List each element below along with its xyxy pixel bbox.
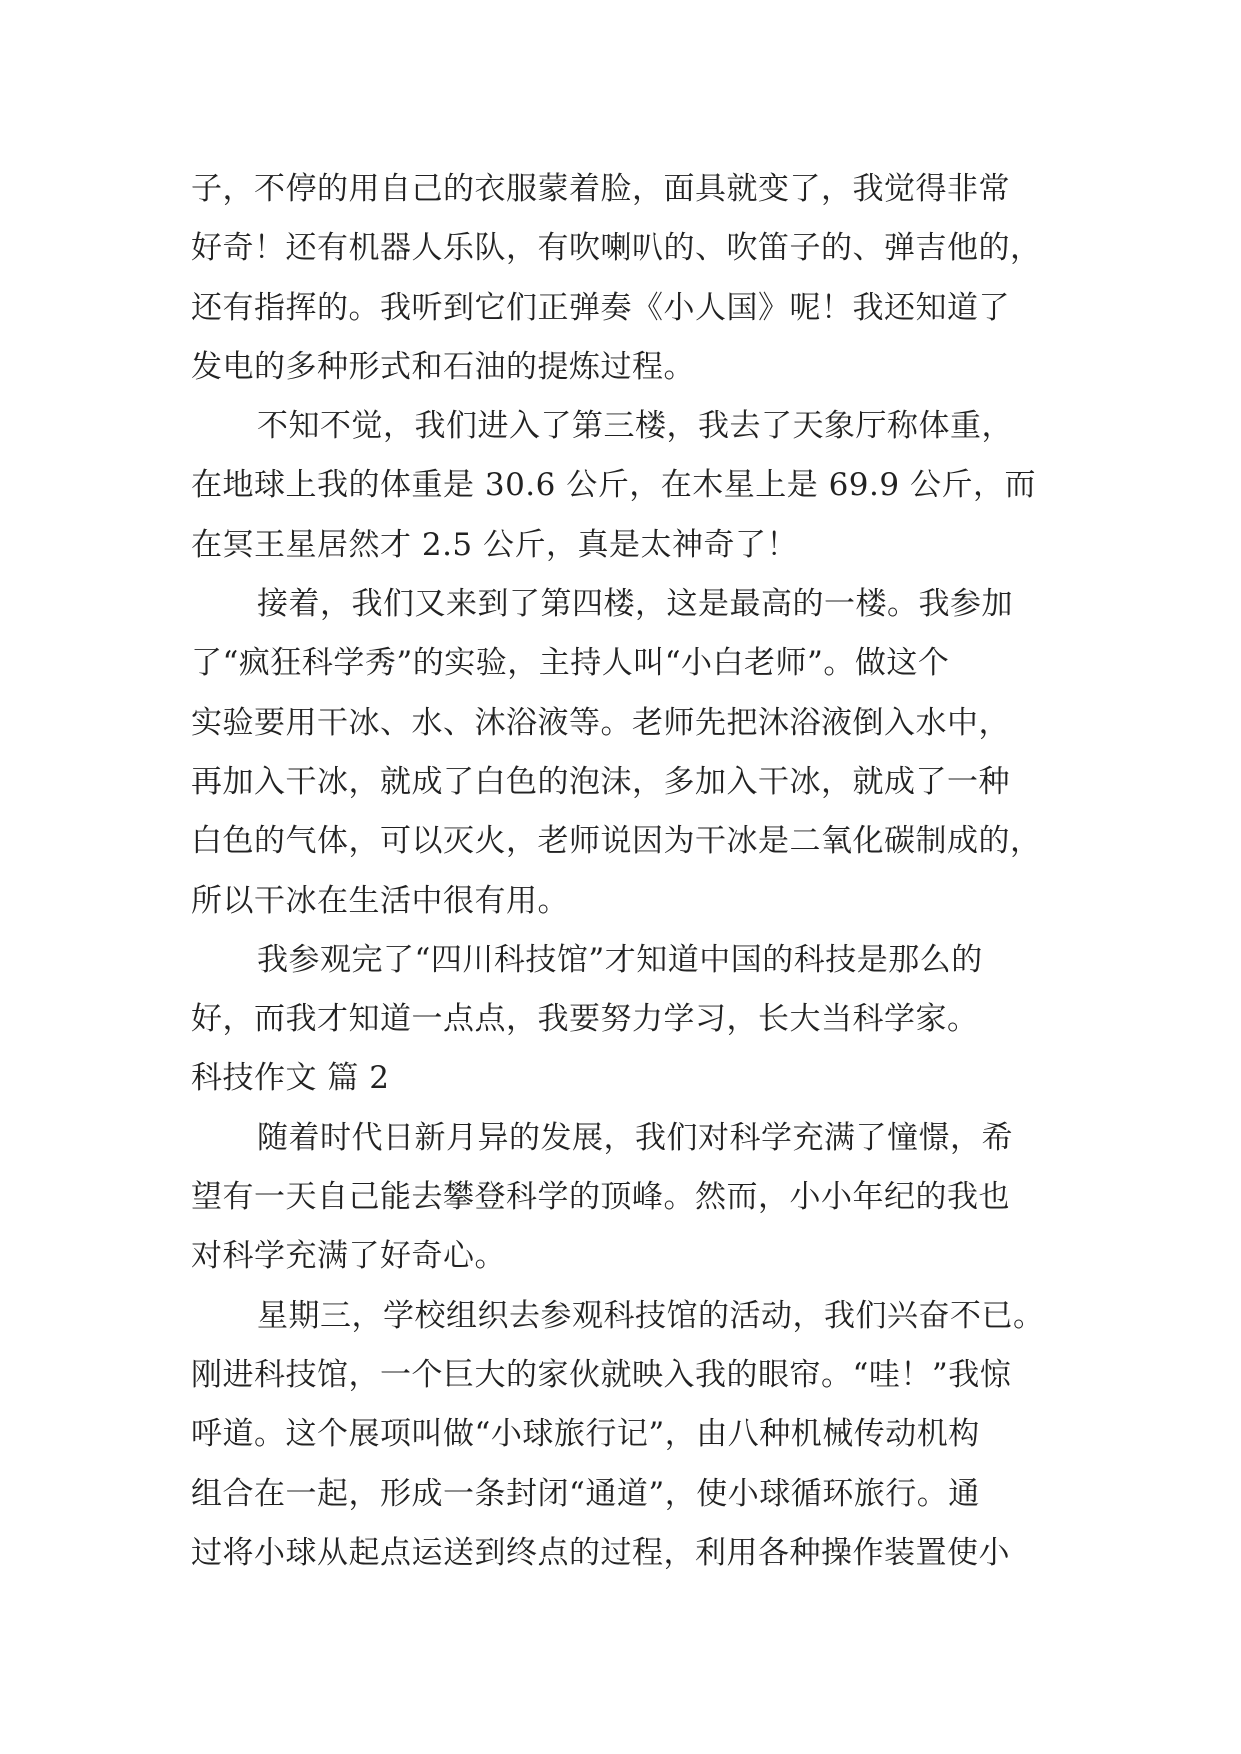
text-line: 刚进科技馆，一个巨大的家伙就映入我的眼帘。“哇！”我惊	[191, 1356, 1012, 1393]
text-line: 望有一天自己能去攀登科学的顶峰。然而，小小年纪的我也	[191, 1179, 1010, 1216]
text-line: 实验要用干冰、水、沐浴液等。老师先把沐浴液倒入水中，	[191, 704, 1010, 741]
text-line: 在地球上我的体重是 30.6 公斤，在木星上是 69.9 公斤，而	[191, 467, 1036, 504]
text-line: 组合在一起，形成一条封闭“通道”，使小球循环旅行。通	[191, 1475, 980, 1512]
document-body	[191, 160, 1061, 1583]
text-line: 发电的多种形式和石油的提炼过程。	[191, 348, 695, 385]
text-line: 对科学充满了好奇心。	[191, 1238, 506, 1275]
text-line: 好，而我才知道一点点，我要努力学习，长大当科学家。	[191, 1001, 979, 1038]
text-line: 所以干冰在生活中很有用。	[191, 882, 569, 919]
text-line: 我参观完了“四川科技馆”才知道中国的科技是那么的	[257, 941, 983, 978]
text-line: 过将小球从起点运送到终点的过程，利用各种操作装置使小	[191, 1534, 1010, 1571]
text-line: 在冥王星居然才 2.5 公斤，真是太神奇了！	[191, 526, 799, 563]
text-line: 接着，我们又来到了第四楼，这是最高的一楼。我参加	[257, 586, 1013, 623]
text-line: 随着时代日新月异的发展，我们对科学充满了憧憬，希	[257, 1119, 1013, 1156]
text-line: 子，不停的用自己的衣服蒙着脸，面具就变了，我觉得非常	[191, 171, 1010, 207]
text-line: 不知不觉，我们进入了第三楼，我去了天象厅称体重，	[257, 408, 1013, 445]
text-line: 白色的气体，可以灭火，老师说因为干冰是二氧化碳制成的，	[191, 823, 1042, 860]
text-line: 再加入干冰，就成了白色的泡沫，多加入干冰，就成了一种	[191, 763, 1010, 800]
text-line: 好奇！还有机器人乐队，有吹喇叭的、吹笛子的、弹吉他的，	[191, 230, 1042, 267]
text-line: 呼道。这个展项叫做“小球旅行记”，由八种机械传动机构	[191, 1416, 980, 1453]
text-line: 星期三，学校组织去参观科技馆的活动，我们兴奋不已。	[257, 1297, 1045, 1334]
text-line: 还有指挥的。我听到它们正弹奏《小人国》呢！我还知道了	[191, 289, 1010, 326]
section-heading: 科技作文 篇 2	[191, 1060, 390, 1097]
text-line: 了“疯狂科学秀”的实验，主持人叫“小白老师”。做这个	[191, 645, 950, 682]
